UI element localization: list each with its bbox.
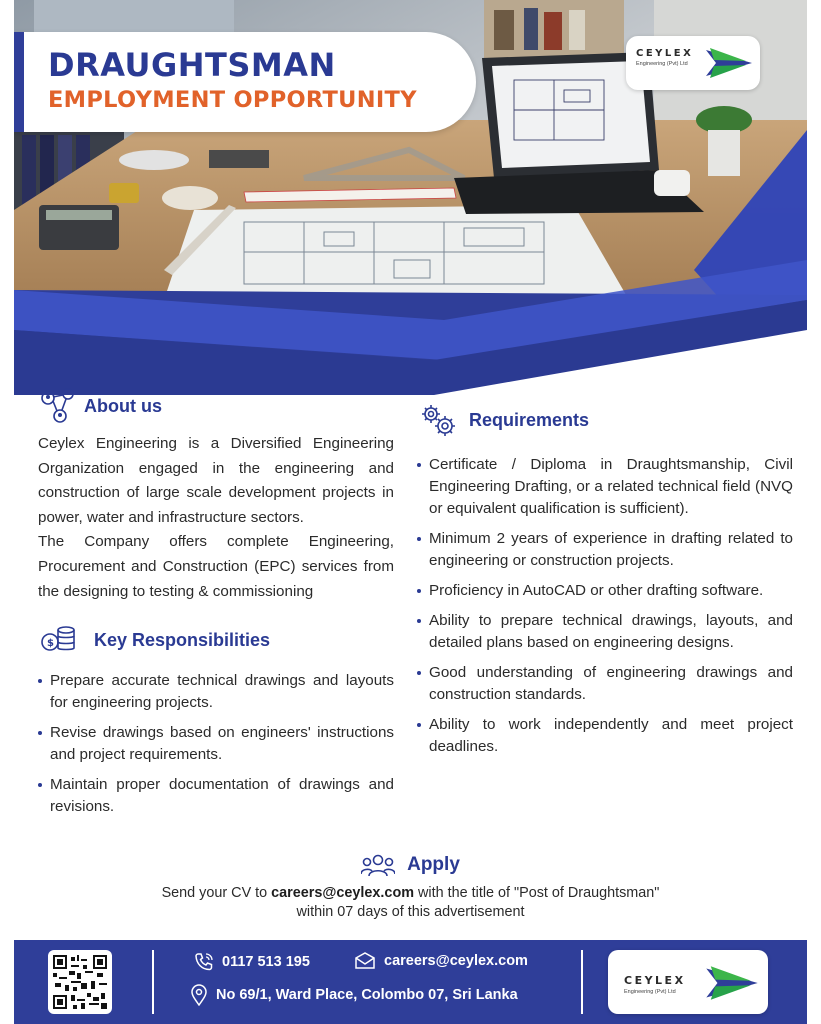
responsibilities-title: Key Responsibilities — [94, 629, 271, 650]
footer-phone[interactable] — [194, 952, 310, 972]
svg-text:$: $ — [47, 638, 54, 650]
list-item: Minimum 2 years of experience in drafting related to engineering or construction projects. — [417, 528, 793, 572]
people-network-icon — [38, 386, 80, 426]
apply-deadline: within 07 days of this advertisement — [296, 904, 525, 920]
list-item: Revise drawings based on engineers' instructions and project requirements. — [38, 722, 394, 766]
logo-subtitle: Engineering (Pvt) Ltd — [624, 989, 676, 995]
list-item: Proficiency in AutoCAD or other drafting software. — [417, 580, 793, 602]
job-subtitle: EMPLOYMENT OPPORTUNITY — [48, 87, 417, 113]
responsibilities-header — [38, 620, 394, 660]
list-item: Prepare accurate technical drawings and layouts for engineering projects. — [38, 670, 394, 714]
coins-icon — [38, 620, 80, 660]
phone-icon — [194, 952, 214, 972]
group-icon — [361, 852, 395, 878]
qr-code-icon — [53, 955, 107, 1009]
phone-number: 0117 513 195 — [222, 954, 310, 970]
apply-instructions — [0, 884, 821, 903]
job-title: DRAUGHTSMAN — [48, 46, 336, 84]
responsibilities-list — [38, 670, 394, 818]
requirements-list — [417, 454, 793, 758]
about-paragraph-1: Ceylex Engineering is a Diversified Engineering Organization engaged in the engineering and construction of large scale development projects in power, water and infrastructure sectors. — [38, 435, 394, 526]
about-text — [38, 432, 394, 604]
footer-divider-left — [152, 950, 154, 1014]
requirements-header — [417, 400, 793, 440]
footer-company-logo — [608, 950, 768, 1014]
mail-icon — [354, 952, 376, 970]
about-paragraph-2: The Company offers complete Engineering, Procurement and Construction (EPC) services from the designing to testing & commissioning — [38, 533, 394, 600]
about-title: About us — [84, 395, 162, 416]
logo-arrow-icon — [706, 46, 752, 80]
apply-text-suffix: with the title of "Post of Draughtsman" — [414, 885, 660, 901]
list-item: Certificate / Diploma in Draughtsmanship, Civil Engineering Drafting, or a related technical field (NVQ or equivalent qualification is sufficient). — [417, 454, 793, 520]
location-pin-icon — [190, 984, 208, 1006]
footer-email[interactable] — [354, 952, 528, 970]
list-item: Good understanding of engineering drawings and construction standards. — [417, 662, 793, 706]
logo-subtitle: Engineering (Pvt) Ltd — [636, 61, 688, 67]
about-header — [38, 386, 394, 426]
qr-code[interactable] — [48, 950, 112, 1014]
apply-text-prefix: Send your CV to — [161, 885, 272, 901]
apply-section — [0, 848, 821, 922]
apply-title: Apply — [407, 854, 460, 875]
requirements-title: Requirements — [469, 409, 590, 430]
footer-divider-right — [581, 950, 583, 1014]
email-address: careers@ceylex.com — [384, 953, 528, 969]
hero-banner — [14, 0, 807, 395]
right-column — [417, 400, 793, 766]
list-item: Ability to work independently and meet project deadlines. — [417, 714, 793, 758]
logo-name: CEYLEX — [624, 974, 686, 987]
left-column — [38, 380, 394, 826]
logo-name: CEYLEX — [636, 48, 694, 59]
address-text: No 69/1, Ward Place, Colombo 07, Sri Lanka — [216, 987, 518, 1003]
company-logo — [626, 36, 760, 90]
list-item: Maintain proper documentation of drawings and revisions. — [38, 774, 394, 818]
apply-header — [0, 848, 821, 882]
list-item: Ability to prepare technical drawings, layouts, and detailed plans based on engineering designs. — [417, 610, 793, 654]
footer-address — [190, 984, 518, 1006]
footer — [14, 940, 807, 1024]
logo-arrow-icon — [706, 964, 758, 1002]
title-card — [14, 32, 476, 132]
gears-icon — [417, 400, 459, 440]
apply-email[interactable]: careers@ceylex.com — [271, 885, 415, 901]
